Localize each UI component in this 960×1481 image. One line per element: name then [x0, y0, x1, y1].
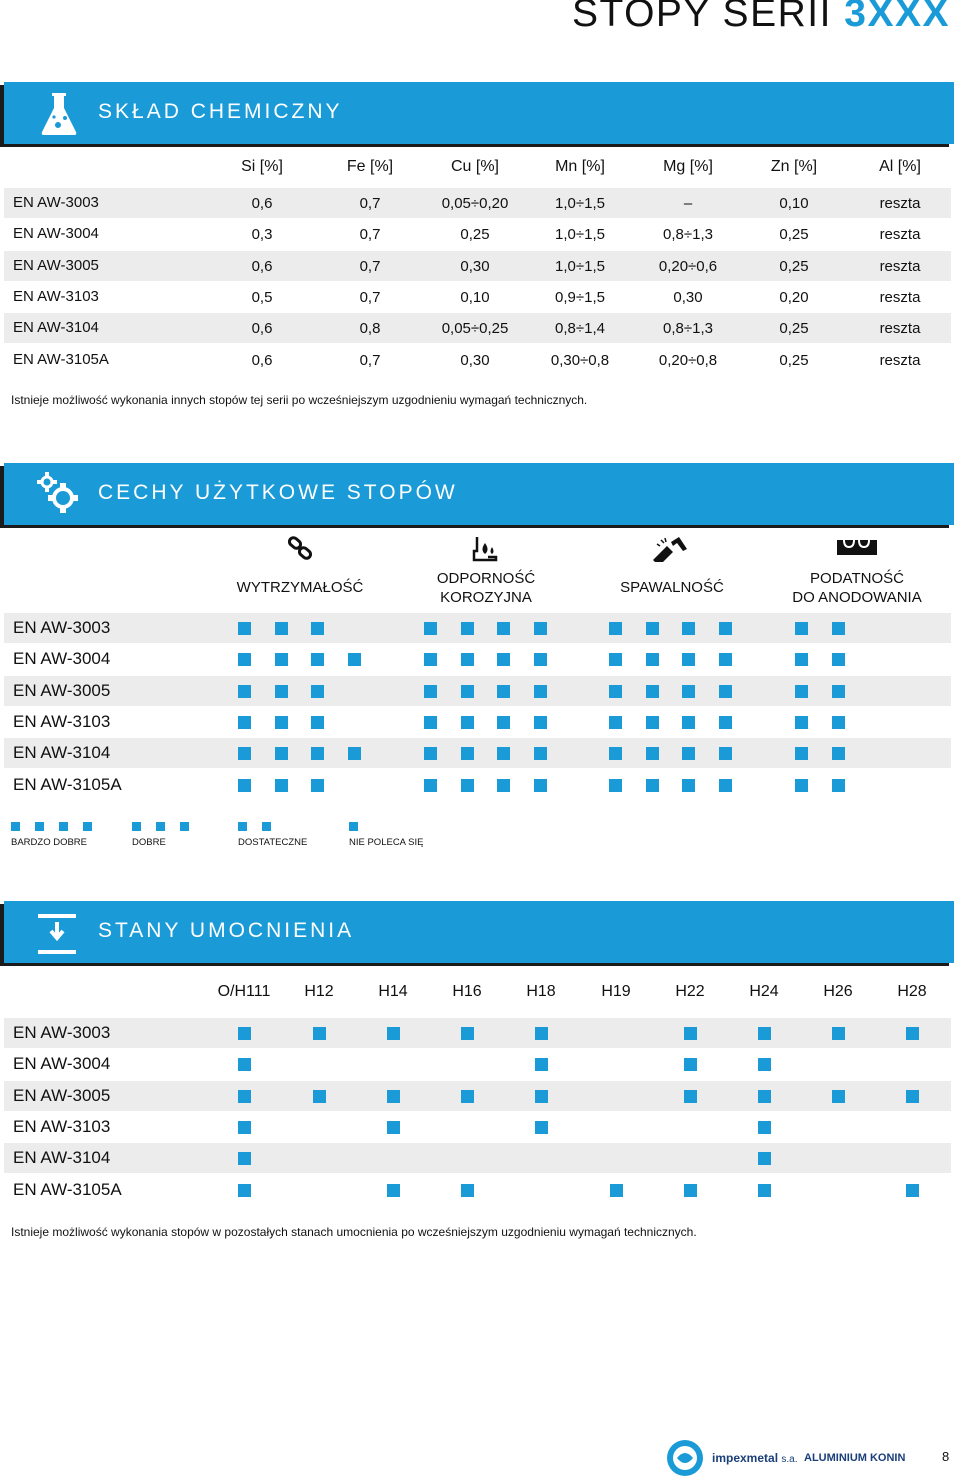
rating-square: [238, 622, 251, 635]
table-cell: 0,30: [460, 257, 490, 275]
rating-square: [719, 779, 732, 792]
rating-square: [534, 685, 547, 698]
table-row-stripe: [4, 1143, 951, 1173]
rating-square: [275, 716, 288, 729]
rating-square: [534, 779, 547, 792]
availability-square: [832, 1090, 845, 1103]
table-cell: 0,25: [779, 226, 809, 244]
availability-square: [535, 1090, 548, 1103]
row-alloy: EN AW-3005: [13, 680, 111, 700]
row-alloy: EN AW-3005: [13, 256, 99, 274]
availability-square: [684, 1027, 697, 1040]
rating-square: [311, 685, 324, 698]
table-row-stripe: [4, 1081, 951, 1111]
section-banner-props: [4, 463, 954, 525]
rating-square: [461, 685, 474, 698]
rating-square: [719, 622, 732, 635]
table-cell: 0,25: [779, 257, 809, 275]
table-cell: reszta: [879, 226, 921, 244]
table-cell: 0,20: [779, 288, 809, 306]
rating-square: [609, 685, 622, 698]
table-row-stripe: [4, 676, 951, 706]
table-cell: 0,25: [460, 226, 490, 244]
column-header: H16: [452, 983, 482, 1000]
availability-square: [906, 1184, 919, 1197]
rating-square: [682, 653, 695, 666]
row-alloy: EN AW-3103: [13, 1116, 111, 1136]
table-cell: 0,7: [359, 257, 381, 275]
legend-square: [262, 822, 271, 831]
section-banner-chem: [4, 82, 954, 144]
rating-square: [832, 779, 845, 792]
table-cell: 0,10: [460, 288, 490, 306]
row-alloy: EN AW-3105A: [13, 350, 109, 368]
rating-square: [795, 622, 808, 635]
rating-square: [719, 685, 732, 698]
table-cell: 0,8÷1,3: [663, 226, 713, 244]
rating-square: [424, 779, 437, 792]
table-row-stripe: [4, 1018, 951, 1048]
rating-square: [832, 685, 845, 698]
column-header: Si [%]: [241, 158, 283, 175]
table-cell: reszta: [879, 320, 921, 338]
rating-square: [534, 622, 547, 635]
rating-square: [795, 779, 808, 792]
rating-square: [646, 747, 659, 760]
table-cell: 0,7: [359, 226, 381, 244]
rating-square: [311, 747, 324, 760]
rating-square: [534, 747, 547, 760]
legend-square: [156, 822, 165, 831]
rating-square: [311, 716, 324, 729]
rating-square: [497, 779, 510, 792]
availability-square: [238, 1027, 251, 1040]
table-cell: 0,30: [460, 351, 490, 369]
table-cell: 0,10: [779, 195, 809, 212]
row-alloy: EN AW-3103: [13, 287, 99, 305]
title-main: STOPY SERII: [571, 0, 845, 35]
table-cell: 0,7: [359, 288, 381, 306]
column-header: H12: [304, 983, 334, 1000]
rating-square: [497, 653, 510, 666]
availability-square: [238, 1152, 251, 1165]
rating-square: [682, 779, 695, 792]
rating-square: [238, 685, 251, 698]
rating-square: [424, 622, 437, 635]
rating-square: [238, 716, 251, 729]
gears-icon: [34, 469, 84, 517]
table-cell: 0,6: [251, 195, 273, 212]
column-header: H14: [378, 983, 408, 1000]
rating-square: [609, 747, 622, 760]
rating-square: [275, 622, 288, 635]
row-alloy: EN AW-3004: [13, 649, 111, 669]
column-header: Mg [%]: [663, 158, 713, 175]
table-cell: 0,8: [359, 320, 381, 338]
footer-division: ALUMINIUM KONIN: [804, 1452, 906, 1464]
column-header: ODPORNOŚĆ KOROZYJNA: [436, 570, 536, 606]
rating-square: [497, 622, 510, 635]
availability-square: [758, 1152, 771, 1165]
rating-square: [832, 747, 845, 760]
rating-square: [832, 653, 845, 666]
availability-square: [535, 1121, 548, 1134]
column-header: Cu [%]: [450, 158, 499, 175]
table-cell: 0,8÷1,3: [663, 320, 713, 338]
availability-square: [535, 1027, 548, 1040]
press-icon: [36, 911, 86, 959]
rating-square: [646, 779, 659, 792]
legend-label: DOBRE: [132, 837, 166, 848]
legend-label: NIE POLECA SIĘ: [349, 837, 424, 848]
rating-square: [719, 747, 732, 760]
column-header: PODATNOŚĆ DO ANODOWANIA: [792, 570, 922, 606]
rating-square: [609, 622, 622, 635]
rating-square: [275, 779, 288, 792]
rating-square: [719, 653, 732, 666]
rating-square: [424, 747, 437, 760]
row-alloy: EN AW-3105A: [13, 774, 122, 794]
availability-square: [461, 1027, 474, 1040]
row-alloy: EN AW-3103: [13, 711, 111, 731]
tempers-note: Istnieje możliwość wykonania stopów w pozostałych stanach umocnienia po wcześniejszym uzgodnieniu wymagań technicznych.: [11, 1225, 697, 1239]
column-header: WYTRZYMAŁOŚĆ: [236, 579, 364, 596]
column-header: H26: [823, 983, 853, 1000]
table-cell: 1,0÷1,5: [555, 226, 605, 244]
rating-square: [646, 653, 659, 666]
legend-label: DOSTATECZNE: [238, 837, 308, 848]
table-cell: 0,30÷0,8: [550, 351, 610, 369]
row-alloy: EN AW-3104: [13, 319, 99, 337]
rating-square: [682, 622, 695, 635]
table-cell: 0,05÷0,25: [441, 320, 509, 338]
rating-square: [682, 716, 695, 729]
rating-square: [275, 653, 288, 666]
table-cell: 0,25: [779, 351, 809, 369]
availability-square: [387, 1027, 400, 1040]
welding-torch-icon: [651, 536, 689, 562]
page-title: [572, 0, 950, 36]
impexmetal-logo: [666, 1439, 704, 1477]
rating-square: [682, 747, 695, 760]
table-cell: –: [683, 195, 693, 212]
rating-square: [795, 716, 808, 729]
section-title: SKŁAD CHEMICZNY: [98, 100, 343, 123]
chain-link-icon: [286, 536, 314, 562]
table-cell: reszta: [879, 288, 921, 306]
row-alloy: EN AW-3004: [13, 225, 99, 243]
rating-square: [348, 653, 361, 666]
availability-square: [758, 1090, 771, 1103]
column-header: H19: [601, 983, 631, 1000]
rating-square: [609, 716, 622, 729]
legend-square: [180, 822, 189, 831]
table-cell: 0,05÷0,20: [441, 195, 509, 212]
flask-icon: [34, 89, 84, 137]
table-cell: 1,0÷1,5: [555, 195, 605, 212]
availability-square: [684, 1090, 697, 1103]
page-number: 8: [942, 1449, 950, 1464]
row-alloy: EN AW-3003: [13, 1023, 111, 1042]
table-row-stripe: [4, 613, 951, 643]
legend-square: [349, 822, 358, 831]
rating-square: [275, 747, 288, 760]
table-cell: reszta: [879, 351, 921, 369]
table-cell: 0,5: [251, 288, 273, 306]
table-cell: 0,6: [251, 320, 273, 338]
availability-square: [758, 1027, 771, 1040]
rating-square: [646, 716, 659, 729]
availability-square: [906, 1090, 919, 1103]
rating-square: [534, 716, 547, 729]
availability-square: [238, 1184, 251, 1197]
legend-square: [132, 822, 141, 831]
availability-square: [238, 1090, 251, 1103]
availability-square: [387, 1090, 400, 1103]
rating-square: [832, 716, 845, 729]
rating-square: [348, 747, 361, 760]
legend-square: [59, 822, 68, 831]
chem-note: Istnieje możliwość wykonania innych stopów tej serii po wcześniejszym uzgodnieniu wymagań technicznych.: [11, 393, 588, 407]
row-alloy: EN AW-3104: [13, 1148, 111, 1168]
column-header: Zn [%]: [770, 158, 818, 175]
rating-square: [311, 622, 324, 635]
rating-square: [424, 685, 437, 698]
availability-square: [758, 1121, 771, 1134]
rating-square: [461, 622, 474, 635]
rating-square: [646, 622, 659, 635]
rating-square: [609, 779, 622, 792]
availability-square: [758, 1184, 771, 1197]
column-header: Fe [%]: [346, 158, 394, 175]
rating-square: [682, 685, 695, 698]
table-cell: 1,0÷1,5: [555, 257, 605, 275]
legend-label: BARDZO DOBRE: [11, 837, 88, 848]
rating-square: [534, 653, 547, 666]
table-cell: 0,6: [251, 257, 273, 275]
rating-square: [497, 685, 510, 698]
legend-square: [83, 822, 92, 831]
row-alloy: EN AW-3004: [13, 1054, 111, 1074]
row-alloy: EN AW-3003: [13, 194, 99, 211]
column-header: H24: [749, 983, 779, 1000]
section-banner-tempers: [4, 901, 954, 963]
rating-square: [832, 622, 845, 635]
availability-square: [387, 1121, 400, 1134]
legend-square: [35, 822, 44, 831]
legend-square: [238, 822, 247, 831]
rating-square: [461, 779, 474, 792]
table-cell: 0,9÷1,5: [555, 288, 605, 306]
section-title: CECHY UŻYTKOWE STOPÓW: [98, 481, 458, 504]
row-alloy: EN AW-3003: [13, 618, 111, 637]
footer-company: impexmetal s.a.: [712, 1451, 798, 1465]
table-row-stripe: [4, 738, 951, 768]
rating-square: [497, 747, 510, 760]
row-alloy: EN AW-3105A: [13, 1179, 122, 1199]
rating-square: [795, 747, 808, 760]
rating-square: [461, 653, 474, 666]
table-cell: 0,3: [251, 226, 273, 244]
column-header: Al [%]: [879, 158, 921, 175]
table-cell: reszta: [879, 195, 921, 212]
column-header: H22: [675, 983, 705, 1000]
rating-square: [275, 685, 288, 698]
table-cell: 0,25: [779, 320, 809, 338]
column-header: SPAWALNOŚĆ: [620, 579, 724, 596]
availability-square: [238, 1121, 251, 1134]
table-cell: 0,20÷0,6: [658, 257, 718, 275]
rating-square: [719, 716, 732, 729]
availability-square: [313, 1027, 326, 1040]
rating-square: [497, 716, 510, 729]
availability-square: [461, 1184, 474, 1197]
table-cell: reszta: [879, 257, 921, 275]
rating-square: [461, 747, 474, 760]
table-cell: 0,20÷0,8: [658, 351, 718, 369]
rating-square: [795, 653, 808, 666]
availability-square: [758, 1058, 771, 1071]
drops-icon: [472, 535, 498, 563]
availability-square: [461, 1090, 474, 1103]
table-cell: 0,7: [359, 195, 381, 212]
rating-square: [795, 685, 808, 698]
rating-square: [609, 653, 622, 666]
rating-square: [424, 653, 437, 666]
title-accent: 3XXX: [844, 0, 950, 35]
rating-square: [238, 779, 251, 792]
availability-square: [832, 1027, 845, 1040]
row-alloy: EN AW-3104: [13, 743, 111, 763]
row-alloy: EN AW-3005: [13, 1085, 111, 1105]
column-header: O/H111: [217, 983, 271, 1000]
availability-square: [906, 1027, 919, 1040]
rating-square: [424, 716, 437, 729]
legend-square: [11, 822, 20, 831]
availability-square: [684, 1184, 697, 1197]
rating-square: [311, 653, 324, 666]
column-header: Mn [%]: [555, 158, 605, 175]
rating-square: [461, 716, 474, 729]
anodizing-bath-icon: [836, 537, 878, 557]
rating-square: [311, 779, 324, 792]
availability-square: [684, 1058, 697, 1071]
rating-square: [238, 747, 251, 760]
table-cell: 0,30: [673, 288, 703, 306]
table-cell: 0,7: [359, 351, 381, 369]
availability-square: [535, 1058, 548, 1071]
section-title: STANY UMOCNIENIA: [98, 919, 355, 942]
rating-square: [238, 653, 251, 666]
table-cell: 0,8÷1,4: [555, 320, 605, 338]
rating-square: [646, 685, 659, 698]
column-header: H18: [526, 983, 556, 1000]
availability-square: [387, 1184, 400, 1197]
availability-square: [313, 1090, 326, 1103]
footer: [666, 1445, 956, 1475]
column-header: H28: [897, 983, 927, 1000]
availability-square: [610, 1184, 623, 1197]
availability-square: [238, 1058, 251, 1071]
table-cell: 0,6: [251, 351, 273, 369]
